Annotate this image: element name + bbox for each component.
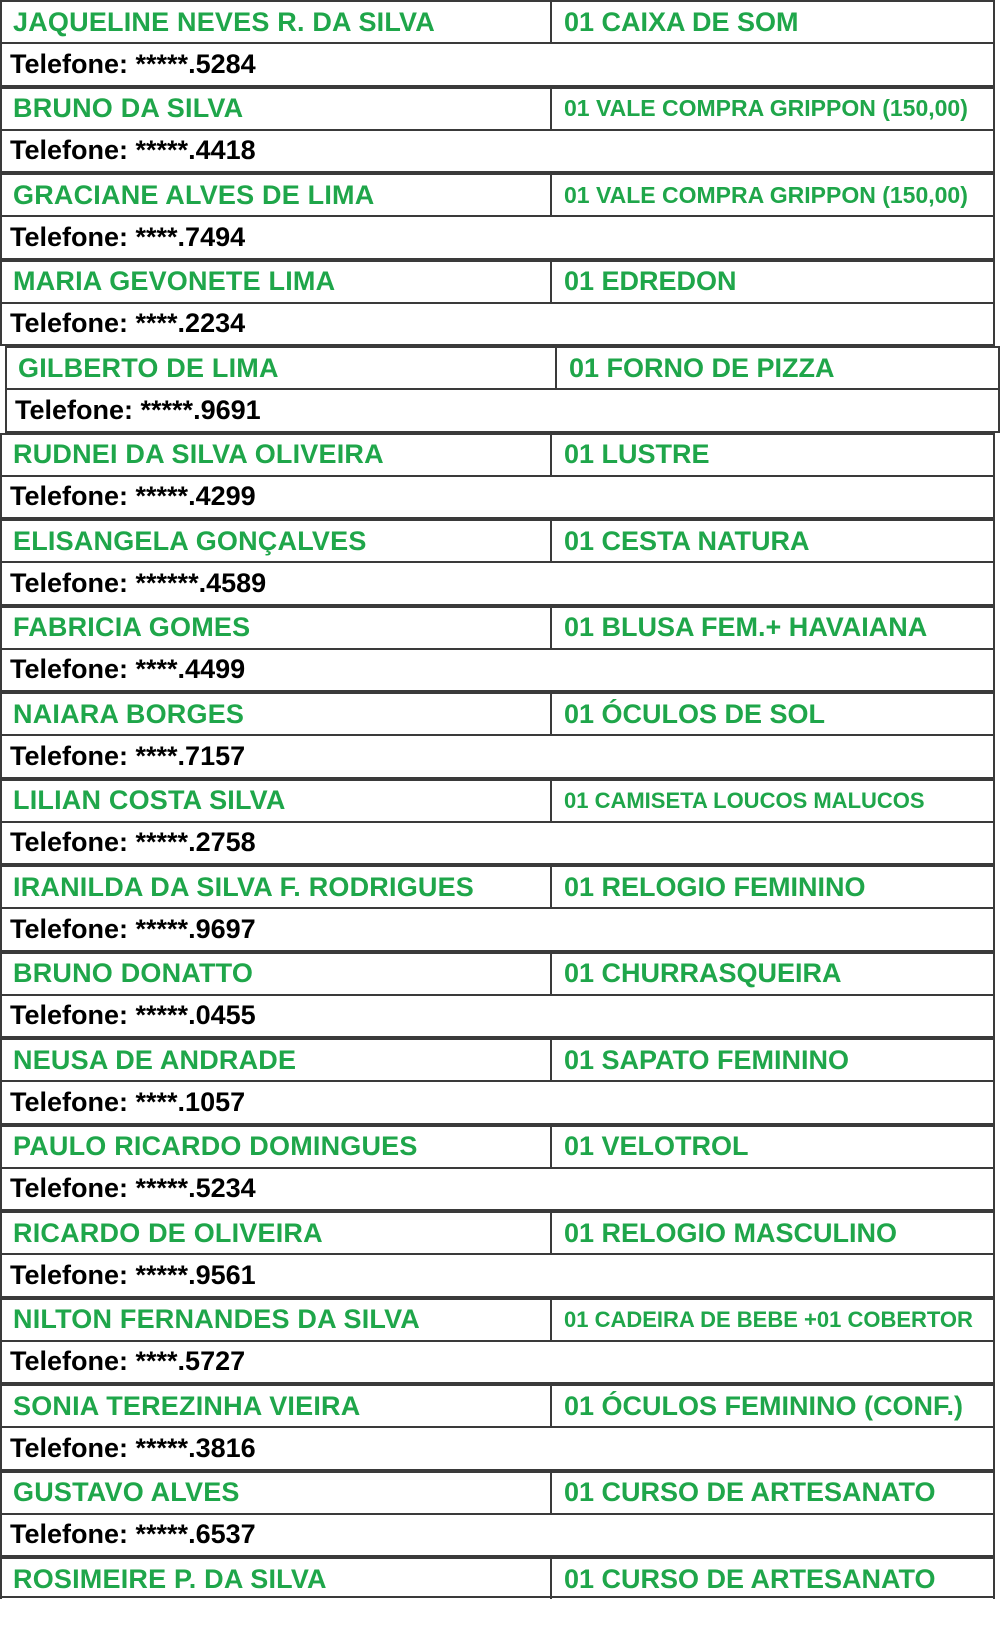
winner-row xyxy=(0,1384,995,1426)
winner-row xyxy=(0,433,995,475)
phone-label: Telefone: xyxy=(10,48,129,79)
phone-row xyxy=(0,129,995,174)
winner-prize: 01 CADEIRA DE BEBE +01 COBERTOR xyxy=(564,1306,973,1332)
winner-name: MARIA GEVONETE LIMA xyxy=(2,262,552,302)
winner-entry xyxy=(0,260,995,347)
phone-label: Telefone: xyxy=(10,1346,129,1377)
winner-entry xyxy=(0,173,995,260)
winner-entry xyxy=(0,865,995,952)
phone-number: ****.7494 xyxy=(135,221,246,252)
winner-name: ELISANGELA GONÇALVES xyxy=(2,521,552,561)
winner-entry xyxy=(0,1125,995,1212)
winner-name: IRANILDA DA SILVA F. RODRIGUES xyxy=(2,867,552,907)
phone-row xyxy=(0,42,995,87)
winner-name: GRACIANE ALVES DE LIMA xyxy=(2,175,552,215)
winner-prize: 01 CURSO DE ARTESANATO xyxy=(564,1477,936,1507)
phone-row xyxy=(0,734,995,779)
winner-entry xyxy=(0,433,995,520)
winner-row xyxy=(0,1211,995,1253)
phone-row xyxy=(0,1340,995,1385)
winner-entry xyxy=(0,87,995,174)
winner-row xyxy=(0,779,995,821)
winner-entry xyxy=(0,519,995,606)
phone-label: Telefone: xyxy=(10,1259,129,1290)
winner-row xyxy=(0,173,995,215)
phone-row xyxy=(0,1167,995,1212)
winner-row xyxy=(0,692,995,734)
winner-prize: 01 VELOTROL xyxy=(564,1131,749,1161)
winner-entry xyxy=(0,0,995,87)
winner-name: NEUSA DE ANDRADE xyxy=(2,1040,552,1080)
phone-label: Telefone: xyxy=(10,481,129,512)
winner-prize: 01 ÓCULOS DE SOL xyxy=(564,698,826,729)
winner-entry xyxy=(0,1471,995,1558)
winner-name: JAQUELINE NEVES R. DA SILVA xyxy=(2,2,552,42)
phone-number: *****.9691 xyxy=(140,394,261,425)
phone-label: Telefone: xyxy=(10,654,129,685)
winner-name: PAULO RICARDO DOMINGUES xyxy=(2,1127,552,1167)
winner-name: GILBERTO DE LIMA xyxy=(7,348,557,388)
phone-label: Telefone: xyxy=(10,827,129,858)
phone-number: *****.0455 xyxy=(135,1000,256,1031)
winner-prize: 01 CURSO DE ARTESANATO xyxy=(564,1563,936,1594)
phone-number: *****.5284 xyxy=(135,48,256,79)
phone-label: Telefone: xyxy=(10,1000,129,1031)
winner-row xyxy=(0,87,995,129)
winner-prize: 01 ÓCULOS FEMININO (CONF.) xyxy=(564,1390,964,1421)
phone-row xyxy=(0,1080,995,1125)
winner-entry xyxy=(0,692,995,779)
phone-number: *****.4418 xyxy=(135,135,256,166)
winner-entry xyxy=(0,1211,995,1298)
phone-label: Telefone: xyxy=(10,1173,129,1204)
winner-row xyxy=(0,1038,995,1080)
phone-number: *****.9697 xyxy=(135,913,256,944)
winner-name: ROSIMEIRE P. DA SILVA xyxy=(2,1559,552,1599)
winner-row xyxy=(0,0,995,42)
phone-label: Telefone: xyxy=(10,1519,129,1550)
phone-label: Telefone: xyxy=(10,221,129,252)
winner-name: NAIARA BORGES xyxy=(2,694,552,734)
winner-name: NILTON FERNANDES DA SILVA xyxy=(2,1300,552,1340)
phone-row xyxy=(0,648,995,693)
winner-prize: 01 SAPATO FEMININO xyxy=(564,1044,850,1075)
winner-row xyxy=(0,1125,995,1167)
winner-prize: 01 CAIXA DE SOM xyxy=(564,6,799,37)
phone-number: *****.2758 xyxy=(135,827,256,858)
winner-entry xyxy=(0,1038,995,1125)
winner-prize: 01 CAMISETA LOUCOS MALUCOS xyxy=(564,787,925,813)
phone-row xyxy=(0,1426,995,1471)
phone-label: Telefone: xyxy=(10,1086,129,1117)
phone-row xyxy=(0,994,995,1039)
winner-name: FABRICIA GOMES xyxy=(2,608,552,648)
winner-row xyxy=(0,865,995,907)
phone-label: Telefone: xyxy=(10,135,129,166)
phone-row xyxy=(0,907,995,952)
winner-row xyxy=(0,519,995,561)
winner-name: LILIAN COSTA SILVA xyxy=(2,781,552,821)
phone-number: ****.5727 xyxy=(135,1346,246,1377)
phone-number: ******.4589 xyxy=(135,567,267,598)
phone-number: ****.2234 xyxy=(135,308,246,339)
phone-number: ****.1057 xyxy=(135,1086,246,1117)
phone-number: ****.4499 xyxy=(135,654,246,685)
phone-number: *****.9561 xyxy=(135,1259,256,1290)
winner-name: BRUNO DA SILVA xyxy=(2,89,552,129)
winner-row xyxy=(5,346,1000,388)
phone-row xyxy=(0,561,995,606)
phone-row xyxy=(0,475,995,520)
phone-row xyxy=(5,388,1000,433)
phone-label: Telefone: xyxy=(10,567,129,598)
phone-label: Telefone: xyxy=(10,913,129,944)
winner-prize: 01 VALE COMPRA GRIPPON (150,00) xyxy=(564,95,968,121)
winner-row xyxy=(0,1471,995,1513)
winner-row xyxy=(0,606,995,648)
phone-label: Telefone: xyxy=(10,1432,129,1463)
winner-row xyxy=(0,1557,995,1599)
winner-entry xyxy=(0,1384,995,1471)
winner-prize: 01 CHURRASQUEIRA xyxy=(564,958,842,988)
winner-prize: 01 VALE COMPRA GRIPPON (150,00) xyxy=(564,181,968,208)
winner-prize: 01 RELOGIO MASCULINO xyxy=(564,1217,898,1248)
winner-prize: 01 FORNO DE PIZZA xyxy=(569,352,835,383)
winner-entry xyxy=(0,606,995,693)
winner-prize: 01 LUSTRE xyxy=(564,439,710,469)
phone-number: *****.3816 xyxy=(135,1432,256,1463)
winner-name: RUDNEI DA SILVA OLIVEIRA xyxy=(2,435,552,475)
phone-row xyxy=(0,821,995,866)
phone-row xyxy=(0,1253,995,1298)
phone-number: *****.6537 xyxy=(135,1519,256,1550)
winner-prize: 01 BLUSA FEM.+ HAVAIANA xyxy=(564,612,928,642)
winner-prize: 01 EDREDON xyxy=(564,266,737,296)
phone-number: *****.5234 xyxy=(135,1173,256,1204)
winner-row xyxy=(0,952,995,994)
winner-row xyxy=(0,1298,995,1340)
phone-label: Telefone: xyxy=(15,394,134,425)
phone-label: Telefone: xyxy=(10,740,129,771)
winner-entry xyxy=(0,1298,995,1385)
phone-row xyxy=(0,302,995,347)
phone-row xyxy=(0,1513,995,1558)
phone-label: Telefone: xyxy=(10,308,129,339)
winner-name: BRUNO DONATTO xyxy=(2,954,552,994)
winner-name: RICARDO DE OLIVEIRA xyxy=(2,1213,552,1253)
winner-entry xyxy=(0,952,995,1039)
winner-entry xyxy=(0,779,995,866)
phone-row xyxy=(0,215,995,260)
phone-number: *****.4299 xyxy=(135,481,256,512)
winner-entry xyxy=(0,1557,995,1644)
winner-entry xyxy=(5,346,1000,433)
winner-name: GUSTAVO ALVES xyxy=(2,1473,552,1513)
winner-row xyxy=(0,260,995,302)
winner-prize: 01 CESTA NATURA xyxy=(564,525,810,556)
phone-number: ****.7157 xyxy=(135,740,246,771)
winner-name: SONIA TEREZINHA VIEIRA xyxy=(2,1386,552,1426)
winner-prize: 01 RELOGIO FEMININO xyxy=(564,871,866,902)
